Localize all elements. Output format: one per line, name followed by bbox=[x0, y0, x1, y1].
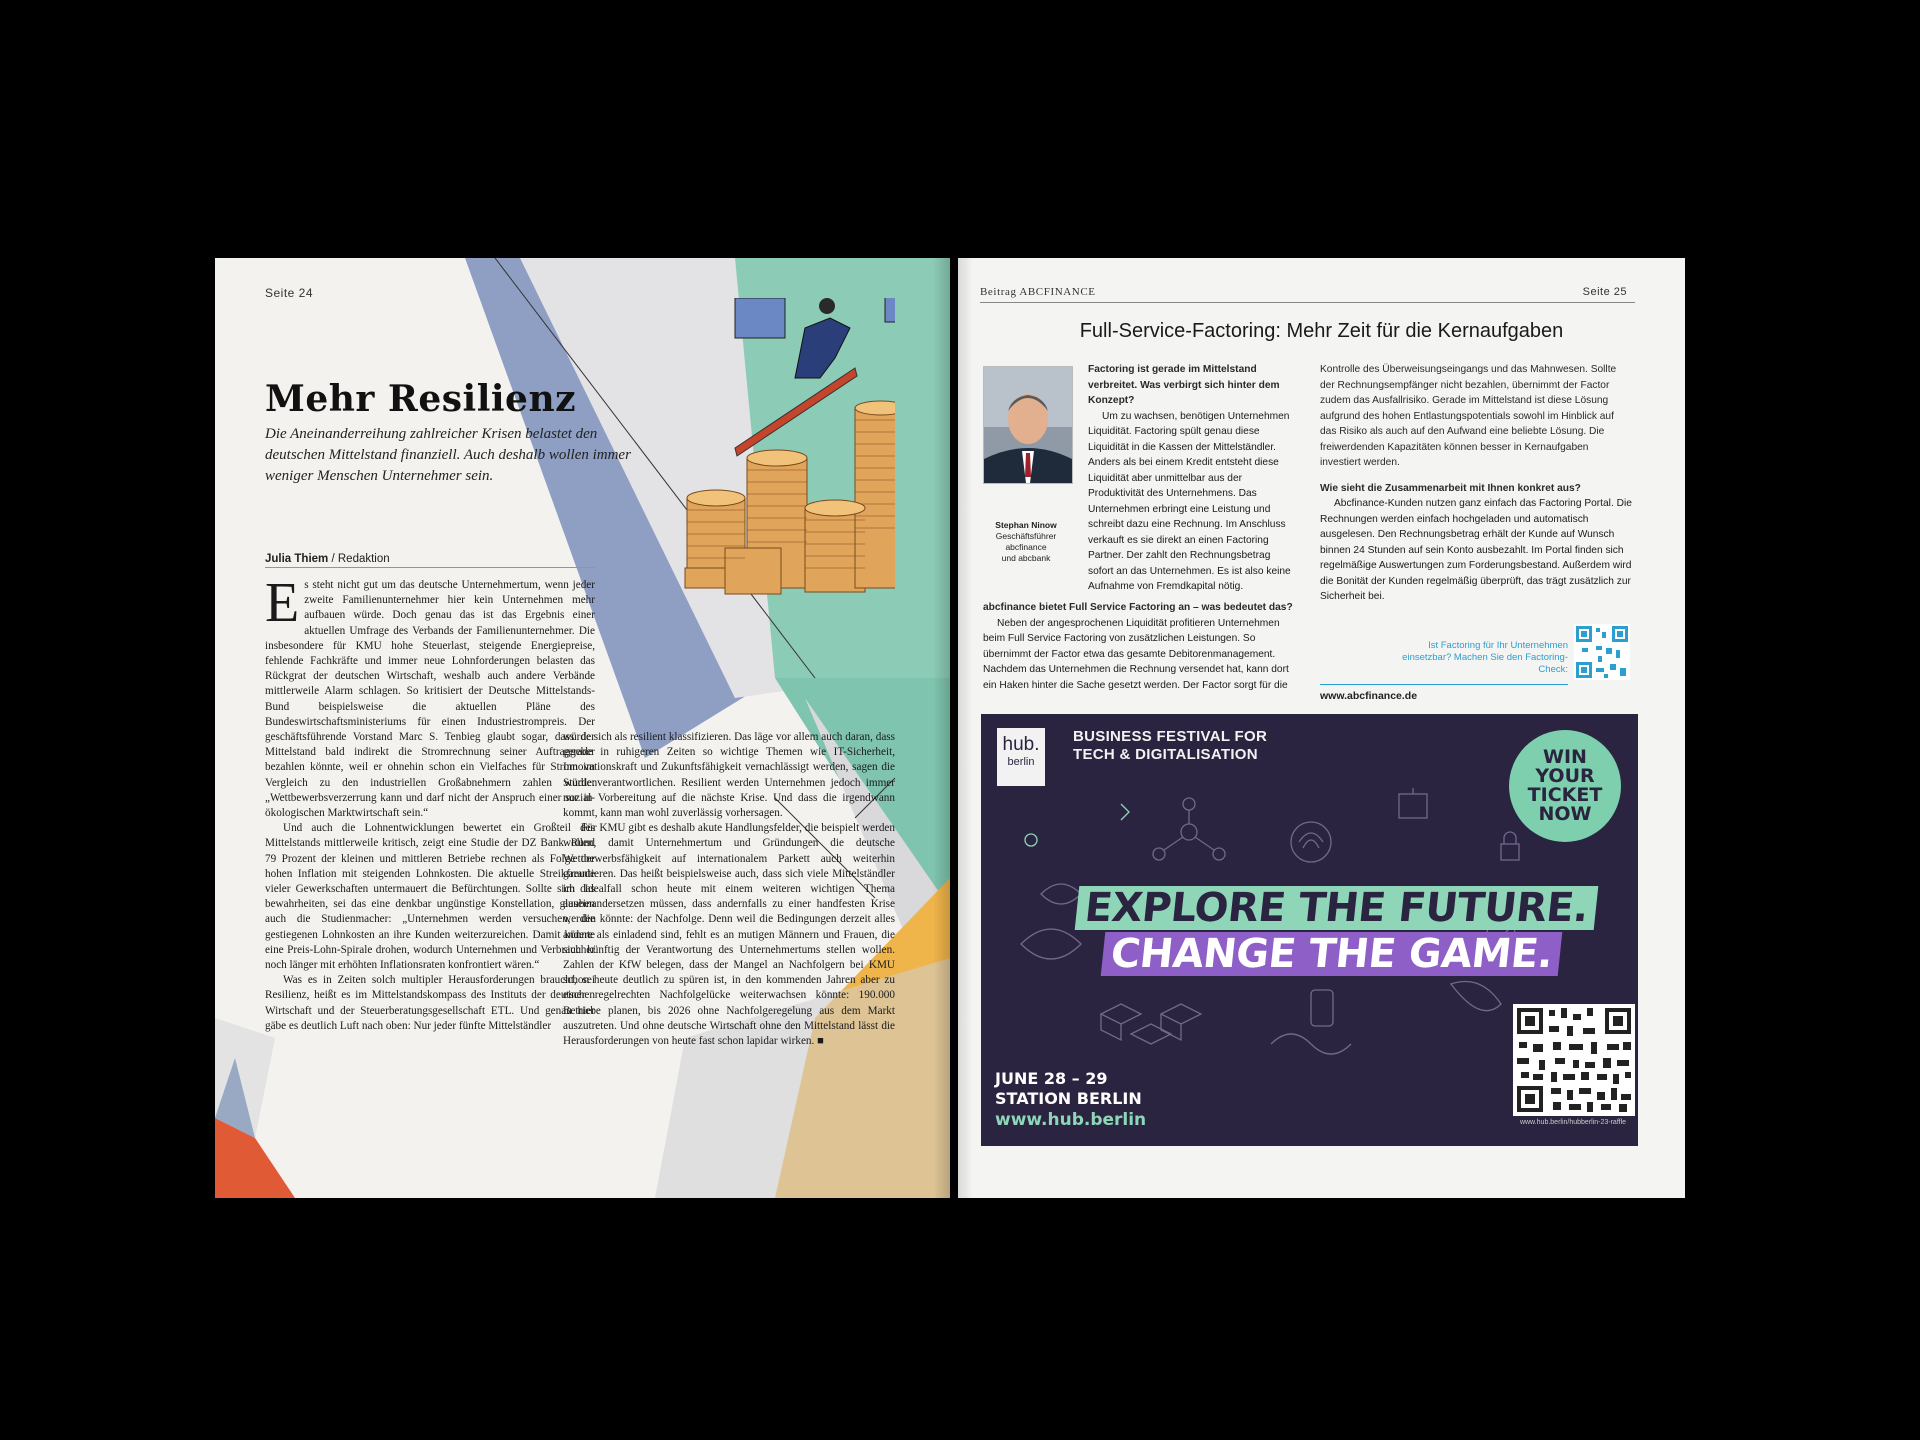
slogan-line-1: EXPLORE THE FUTURE. bbox=[1075, 886, 1599, 930]
ad-qr-code-icon[interactable] bbox=[1513, 1004, 1635, 1116]
caption-role: und abcbank bbox=[1001, 553, 1051, 563]
left-page bbox=[215, 258, 950, 1198]
factoring-check-cta: Ist Factoring für Ihr Unternehmen einsetzbar? Machen Sie den Factoring-Check: bbox=[1402, 640, 1568, 675]
caption-role: abcfinance bbox=[1005, 542, 1047, 552]
festival-tagline-line: BUSINESS FESTIVAL FOR bbox=[1073, 728, 1268, 745]
sponsored-label: Beitrag ABCFINANCE bbox=[980, 286, 1096, 298]
author-name: Julia Thiem bbox=[265, 553, 329, 565]
interview-column-1 bbox=[1088, 362, 1298, 595]
interview-answer: Um zu wachsen, benötigen Unternehmen Liquidität. Factoring spült genau diese Liquidität in die Kassen der Mittelständler. Anders als bei einem Kredit entsteht diese Liquidität aber unmittelbar aus der Produktivität des Unternehmens. Das Unternehmen erbringt eine Leistung und schreibt dazu eine Rechnung. Im Anschluss verkauft es sie direkt an einen Factoring Partner. Der zahlt den Rechnungsbetrag sofort an das Unternehmen. Es ist also keine Aufnahme von Fremdkapital nötig. bbox=[1088, 410, 1291, 592]
author-byline bbox=[265, 553, 595, 568]
hub-berlin-ad[interactable] bbox=[981, 714, 1638, 1146]
slogan-line-2: CHANGE THE GAME. bbox=[1101, 932, 1563, 976]
badge-line: TICKET bbox=[1527, 784, 1603, 806]
qr-url-label: www.hub.berlin/hubberlin-23-raffle bbox=[1519, 1119, 1627, 1126]
photo-caption bbox=[978, 520, 1074, 564]
cta-rule bbox=[1320, 684, 1568, 685]
logo-text: hub. bbox=[1002, 734, 1040, 755]
paragraph: Für KMU gibt es deshalb akute Handlungsfelder, die beispielt werden wollen, damit Unternehmertum und Gründungen die deutsche Wettbewerbsfähigkeit auf internationalem Parkett auch weiterhin garantieren. Das heißt beispielsweise auch, dass sich viele Mittelständler im Idealfall schon heute mit einem weiteren wichtigen Thema auseinandersetzen müssen, dass andernfalls zu einer handfesten Krise werden könnte: der Nachfolge. Denn weil die Bedingungen derzeit alles andere als einladend sind, fehlt es an mutigen Männern und Frauen, die sich künftig der Verantwortung des Unternehmertums stellen wollen. Zahlen der KfW belegen, dass der Mangel an Nachfolgern bei KMU schon heute deutlich zu spüren ist, in den kommenden Jahren aber zu einer regelrechten Nachfolgelücke weiterwachsen könnte: 190.000 Betriebe planen, bis 2026 ohne Nachfolgeregelung aus dem Markt auszutreten. Und ohne deutsche Wirtschaft ohne den Mittelstand lässt die Herausforderungen von heute fast schon lapidar wirken. ■ bbox=[563, 822, 895, 1048]
interview-answer-cont: Kontrolle des Überweisungseingangs und das Mahnwesen. Sollte der Rechnungsempfänger nicht bezahlen, übernimmt der Factor zudem das Ausfallrisiko. Gerade im Mittelstand ist diese Lösung aufgrund des hohen Entlastungspotentials sowohl im Hinblick auf das Risiko als auch auf den Aufwand eine beliebte Lösung. Die freiwerdenden Kapazitäten können besser in Kernaufgaben investiert werden. bbox=[1320, 364, 1617, 468]
caption-name: Stephan Ninow bbox=[995, 520, 1057, 530]
paragraph: Was es in Zeiten solch multipler Herausforderungen braucht, sei Resilienz, heißt es im Mittelstandskompass des Instituts der deutschen Wirtschaft und der Steuerberatungsgesellschaft ETL. Und genau hier gäbe es deutlich Luft nach oben: Nur jeder fünfte Mittelständler bbox=[265, 974, 595, 1032]
interview-column-2 bbox=[1320, 362, 1632, 605]
qr-code-icon[interactable] bbox=[1574, 624, 1630, 680]
paragraph: würde sich als resilient klassifizieren. Das läge vor allem auch daran, dass gerade in ruhigeren Zeiten so wichtige Themen wie IT-Sicherheit, Innovationskraft und Zukunftsfähigkeit vernachlässigt werden, sagen die Studienverantwortlichen. Resilient werden Unternehmen jedoch immer nur in Vorbereitung auf die nächste Krise. Und dass die irgendwann kommt, kann man wohl zuverlässig vorhersagen. bbox=[563, 731, 895, 820]
interview-column-1b bbox=[983, 600, 1298, 693]
caption-role: Geschäftsführer bbox=[995, 531, 1057, 541]
festival-tagline-line: TECH & DIGITALISATION bbox=[1073, 746, 1258, 763]
article-column-2 bbox=[563, 730, 895, 1049]
page-number: Seite 24 bbox=[265, 286, 314, 300]
logo-text: berlin bbox=[1007, 756, 1035, 768]
event-date: JUNE 28 – 29 bbox=[995, 1069, 1108, 1088]
article-column-1 bbox=[265, 572, 595, 1034]
dropcap: E bbox=[265, 572, 300, 634]
website-link[interactable]: www.abcfinance.de bbox=[1320, 690, 1418, 702]
interview-question: Wie sieht die Zusammenarbeit mit Ihnen konkret aus? bbox=[1320, 482, 1581, 494]
article-title: Mehr Resilienz bbox=[265, 378, 577, 420]
author-role: / Redaktion bbox=[328, 553, 390, 565]
festival-tagline bbox=[1073, 728, 1267, 764]
magazine-spread bbox=[215, 258, 1685, 1198]
interview-answer: Neben der angesprochenen Liquidität profitieren Unternehmen beim Full Service Factoring von zusätzlichen Leistungen. So übernimmt der Factor etwa das gesamte Debitorenmanagement. Nachdem das Unternehmen die Rechnung versendet hat, kann dort ein Haken hinter die Sache gesetzt werden. Der Factor sorgt für die bbox=[983, 617, 1289, 691]
interview-answer: Abcfinance-Kunden nutzen ganz einfach das Factoring Portal. Die Rechnungen werden einfach hochgeladen und automatisch ausgelesen. Den Rechnungsbetrag erhält der Kunde auf Wunsch binnen 24 Stunden auf sein Konto ausbezahlt. Im Portal finden sich regelmäßige Auswertungen zum Forderungsbestand. Außerdem wird die Bonität der Kunden regelmäßig überprüft, das trägt zusätzlich zur Sicherheit bei. bbox=[1320, 498, 1632, 602]
badge-line: WIN bbox=[1543, 746, 1587, 768]
article-lead: Die Aneinanderreihung zahlreicher Krisen belastet den deutschen Mittelstand finanziell. Auch deshalb wollen immer weniger Menschen Unternehmer sein. bbox=[265, 426, 631, 484]
portrait-photo bbox=[983, 366, 1073, 484]
interview-question: abcfinance bietet Full Service Factoring an – was bedeutet das? bbox=[983, 602, 1293, 613]
badge-line: NOW bbox=[1538, 803, 1592, 825]
paragraph: Und auch die Lohnentwicklungen bewertet ein Großteil des Mittelstands mittlerweile kritisch, zeigt eine Studie der DZ Bank. Rund 79 Prozent der kleinen und mittleren Betriebe rechnen als Folge der hohen Inflation mit steigenden Lohnkosten. Die aktuelle Streikfreude vieler Gewerkschaften untermauert die Befürchtungen. Sollte sich das bewahrheiten, sei das eine denkbar ungünstige Konstellation, glauben auch die Studienmacher: „Unternehmen werden versuchen, die gestiegenen Lohnkosten an ihre Kunden weiterzureichen. Damit könnte eine Preis-Lohn-Spirale drohen, wodurch Unternehmen und Verbraucher noch länger mit erhöhten Inflationsraten konfrontiert wären.“ bbox=[265, 822, 595, 972]
article-title: Full-Service-Factoring: Mehr Zeit für die Kernaufgaben bbox=[1079, 320, 1564, 342]
paragraph: s steht nicht gut um das deutsche Unternehmertum, wenn jeder zweite Familienunternehmer hier kein Unternehmen mehr aufbauen würde. Doch genau das ist das Ergebnis einer aktuellen Umfrage des Verbands der Familienunternehmer. Die insbesondere für KMU hohe Steuerlast, steigende Energiepreise, fehlende Fachkräfte und immer neue Lohnforderungen belasten das Rückgrat der deutschen Wirtschaft, weshalb auch andere Verbände mittlerweile Alarm schlagen. So kritisiert der Deutsche Mittelstands-Bund beispielsweise die aktuellen Pläne des Bundeswirtschaftsministeriums für einen Industriestrompreis. Der geschäftsführende Vorstand Marc S. Tenbieg glaubt sogar, dass der Mittelstand bald indirekt die Stromrechnung seiner Auftraggeber bezahlen könnte, weil er ohnehin schon ein Vielfaches für Strom im Vergleich zu den industriellen Großabnehmern zahlen würde: „Wettbewerbsverzerrung kann und darf nicht der Anspruch einer sozial-ökologischen Marktwirtschaft sein.“ bbox=[265, 579, 595, 820]
page-number: Seite 25 bbox=[1582, 286, 1627, 298]
badge-line: YOUR bbox=[1535, 765, 1595, 787]
hub-berlin-logo bbox=[997, 728, 1045, 786]
hub-website-link[interactable]: www.hub.berlin bbox=[995, 1110, 1147, 1130]
event-dates bbox=[995, 1069, 1142, 1109]
right-page bbox=[958, 258, 1685, 1198]
header-rule bbox=[980, 302, 1635, 303]
win-ticket-badge[interactable] bbox=[1509, 730, 1621, 842]
interview-question: Factoring ist gerade im Mittelstand verbreitet. Was verbirgt sich hinter dem Konzept? bbox=[1088, 364, 1280, 406]
event-venue: STATION BERLIN bbox=[995, 1089, 1142, 1108]
